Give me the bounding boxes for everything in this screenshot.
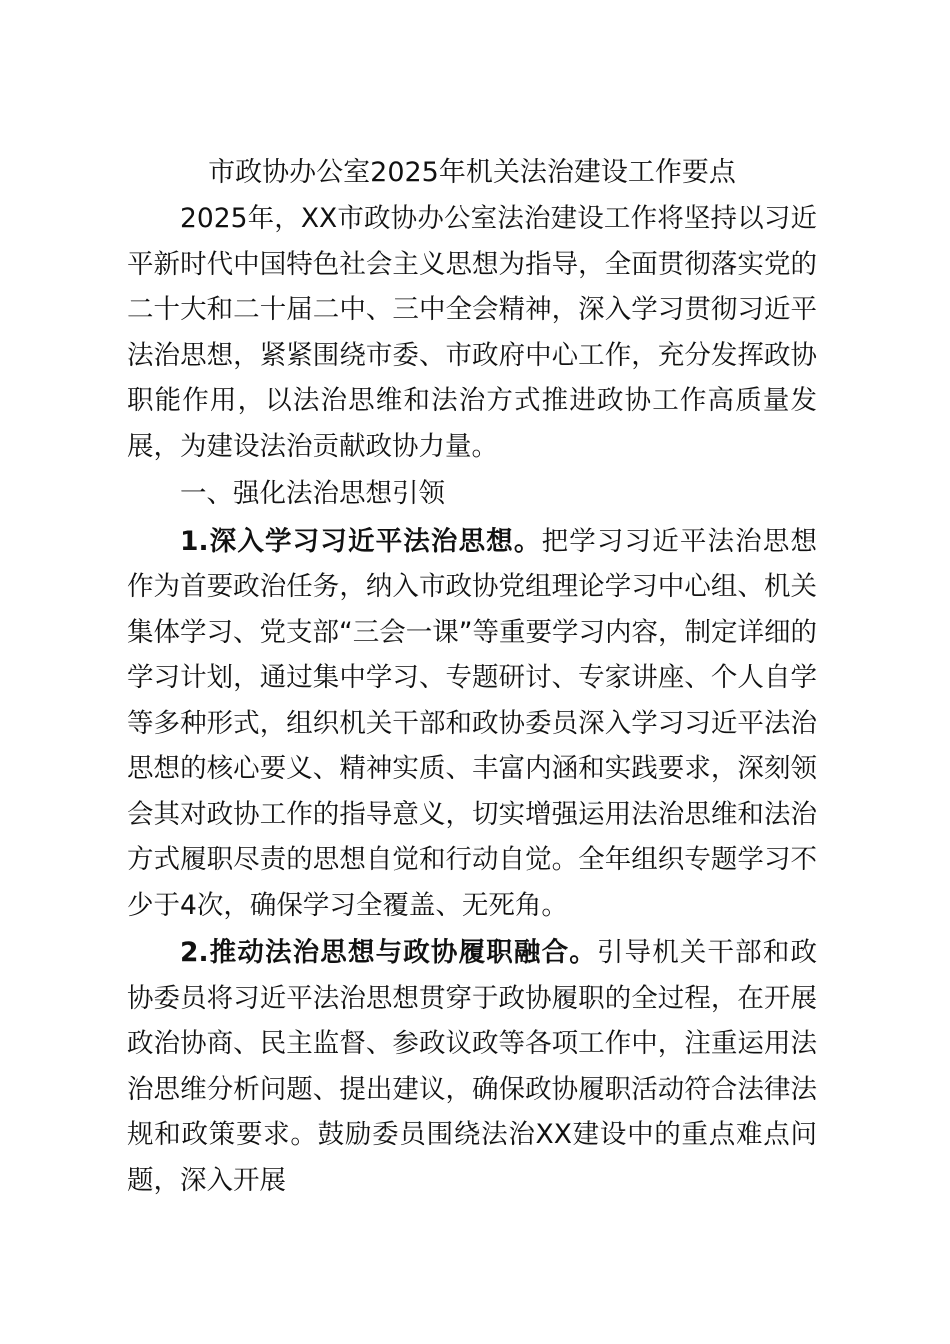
intro-paragraph: 2025年，XX市政协办公室法治建设工作将坚持以习近平新时代中国特色社会主义思想为指导，全面贯彻落实党的二十大和二十届二中、三中全会精神，深入学习贯彻习近平法治思想，紧紧围绕市委、市政府中心工作，充分发挥政协职能作用，以法治思维和法治方式推进政协工作高质量发展，为建设法治贡献政协力量。 xyxy=(127,203,817,462)
item-2-lead: 2.推动法治思想与政协履职融合。 xyxy=(180,937,597,968)
document-body xyxy=(127,196,817,1203)
item-1-paragraph xyxy=(127,519,817,929)
item-1-text: 把学习习近平法治思想作为首要政治任务，纳入市政协党组理论学习中心组、机关集体学习、党支部“三会一课”等重要学习内容，制定详细的学习计划，通过集中学习、专题研讨、专家讲座、个人自学等多种形式，组织机关干部和政协委员深入学习习近平法治思想的核心要义、精神实质、丰富内涵和实践要求，深刻领会其对政协工作的指导意义，切实增强运用法治思维和法治方式履职尽责的思想自觉和行动自觉。全年组织专题学习不少于4次，确保学习全覆盖、无死角。 xyxy=(127,525,818,921)
item-2-text: 引导机关干部和政协委员将习近平法治思想贯穿于政协履职的全过程，在开展政治协商、民主监督、参政议政等各项工作中，注重运用法治思维分析问题、提出建议，确保政协履职活动符合法律法规和政策要求。鼓励委员围绕法治XX建设中的重点难点问题，深入开展 xyxy=(127,937,817,1196)
document-title: 市政协办公室2025年机关法治建设工作要点 xyxy=(208,157,736,188)
item-2-paragraph xyxy=(127,930,817,1203)
item-1-lead: 1.深入学习习近平法治思想。 xyxy=(180,525,542,557)
section-heading: 一、强化法治思想引领 xyxy=(180,478,445,509)
